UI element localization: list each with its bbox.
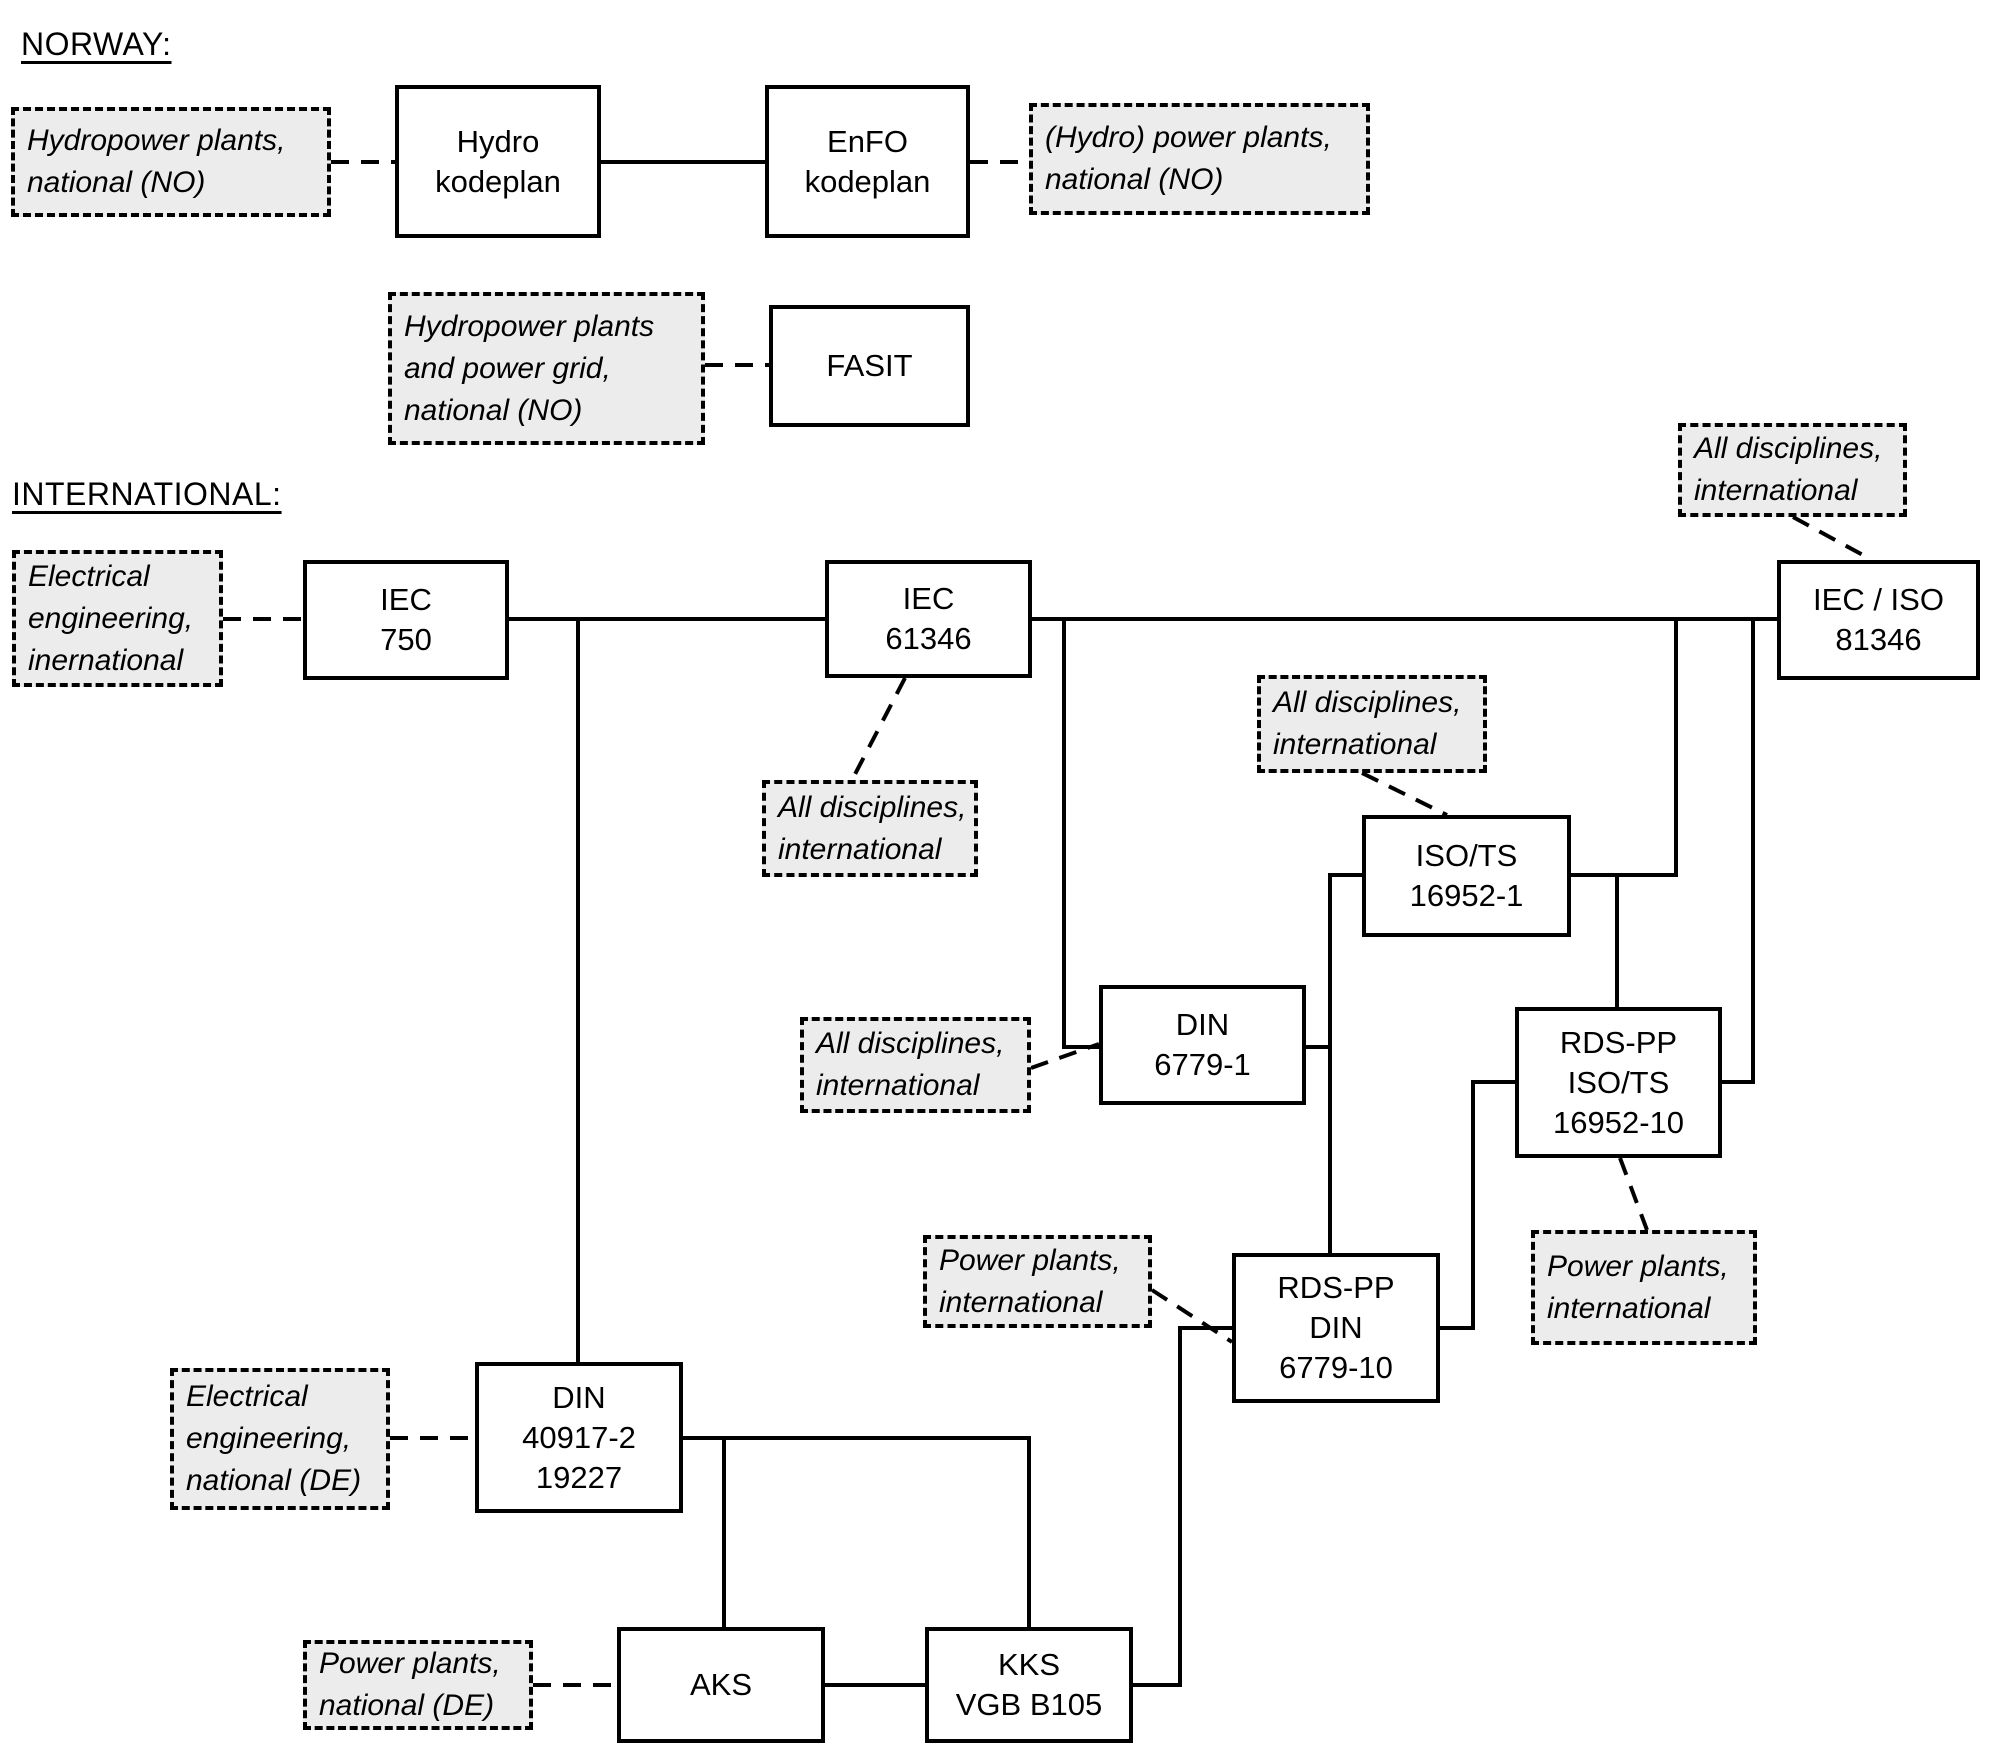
node-fasit [769, 305, 970, 427]
node-iec-iso-81346 [1777, 560, 1980, 680]
connector-solid [1133, 1328, 1232, 1685]
node-enfo-kodeplan [765, 85, 970, 238]
annotation-all-disciplines-international-61346 [762, 780, 978, 877]
label-line: KKS [997, 1647, 1061, 1682]
node-kks-vgb-b105 [925, 1627, 1133, 1743]
annotation-electrical-engineering-international [12, 550, 223, 687]
label-line: international [1694, 474, 1858, 507]
annotation-hydropower-plants-national-no [11, 107, 331, 217]
node-iso-ts-16952-1 [1362, 815, 1571, 937]
label-line: 61346 [885, 621, 972, 656]
label-line: DIN [552, 1379, 606, 1415]
label-line: All disciplines, [816, 1027, 1005, 1060]
label-line: international [816, 1069, 980, 1102]
label-line: engineering, [186, 1422, 352, 1455]
label-line: All disciplines, [1273, 686, 1462, 719]
label-line: national (DE) [186, 1464, 362, 1497]
label-line: IEC [902, 581, 955, 616]
connector-solid [1571, 619, 1676, 875]
label-line: Hydropower plants, [27, 124, 286, 157]
label-line: international [1273, 728, 1437, 761]
label-line: FASIT [826, 348, 913, 383]
label-line: 6779-10 [1279, 1350, 1393, 1385]
label-line: 16952-10 [1552, 1104, 1684, 1140]
label-line: international [1547, 1291, 1711, 1325]
label-line: 16952-1 [1409, 878, 1524, 913]
node-din-6779-1 [1099, 985, 1306, 1105]
node-aks [617, 1627, 825, 1743]
label-line: Electrical [186, 1380, 308, 1413]
label-line: Power plants, [1547, 1249, 1729, 1283]
label-line: and power grid, [404, 351, 611, 385]
section-heading-international: INTERNATIONAL: [12, 476, 282, 512]
node-rds-pp-iso-ts-16952-10 [1515, 1007, 1722, 1158]
label-line: kodeplan [804, 163, 931, 199]
label-line: AKS [689, 1667, 753, 1702]
label-line: Hydropower plants [404, 309, 655, 343]
node-iec-750 [303, 560, 509, 680]
node-iec-61346 [825, 560, 1032, 678]
label-line: national (DE) [319, 1689, 495, 1722]
connector-solid [1064, 619, 1099, 1047]
annotation-all-disciplines-international-81346 [1678, 423, 1907, 517]
connector-dashed [1152, 1290, 1232, 1342]
connector-solid [1440, 1082, 1515, 1328]
label-line: 40917-2 [522, 1419, 636, 1455]
label-line: Power plants, [939, 1243, 1121, 1277]
label-line: All disciplines, [778, 790, 967, 824]
connector-solid [1330, 875, 1362, 1253]
label-line: engineering, [28, 601, 194, 635]
label-line: DIN [1309, 1310, 1363, 1345]
connector-dashed [852, 678, 905, 780]
connector-dashed [1793, 517, 1872, 560]
annotation-all-disciplines-international-6779-1 [800, 1017, 1031, 1113]
label-line: national (NO) [1045, 163, 1224, 196]
connector-dashed [1620, 1158, 1647, 1230]
annotation-electrical-engineering-national-de [170, 1368, 390, 1510]
label-line: RDS-PP [1277, 1270, 1395, 1305]
label-line: Hydro [456, 123, 540, 159]
label-line: ISO/TS [1567, 1064, 1670, 1100]
connector-solid [1722, 619, 1753, 1082]
connector-solid [683, 1438, 1029, 1627]
annotation-hydropower-plants-and-power-grid-national-no [388, 292, 705, 445]
label-line: VGB B105 [955, 1687, 1103, 1722]
label-line: All disciplines, [1694, 432, 1883, 465]
connector-dashed [1362, 773, 1447, 815]
label-line: 750 [380, 622, 432, 657]
label-line: national (NO) [27, 166, 206, 199]
label-line: inernational [28, 643, 184, 677]
label-line: 19227 [535, 1459, 623, 1495]
annotation-power-plants-international-left [923, 1235, 1152, 1328]
label-line: EnFO [827, 123, 908, 159]
label-line: kodeplan [435, 163, 561, 199]
annotation-power-plants-national-de [303, 1640, 533, 1730]
annotation-all-disciplines-international-16952-1 [1257, 675, 1487, 773]
annotation-hydro-power-plants-national-no [1029, 103, 1370, 215]
annotation-power-plants-international-right [1531, 1230, 1757, 1345]
label-line: Electrical [28, 559, 150, 593]
label-line: 6779-1 [1154, 1047, 1251, 1082]
node-din-40917-2-19227 [475, 1362, 683, 1513]
label-line: (Hydro) power plants, [1045, 121, 1332, 154]
label-line: national (NO) [404, 393, 583, 427]
label-line: 81346 [1835, 622, 1922, 657]
label-line: international [778, 832, 942, 866]
label-line: IEC [380, 582, 432, 617]
node-hydro-kodeplan [395, 85, 601, 238]
section-heading-norway: NORWAY: [21, 26, 172, 62]
label-line: DIN [1175, 1007, 1230, 1042]
label-line: ISO/TS [1415, 838, 1518, 873]
label-line: IEC / ISO [1813, 582, 1944, 617]
label-line: international [939, 1285, 1103, 1319]
label-line: RDS-PP [1559, 1024, 1678, 1060]
node-rds-pp-din-6779-10 [1232, 1253, 1440, 1403]
label-line: Power plants, [319, 1647, 501, 1680]
